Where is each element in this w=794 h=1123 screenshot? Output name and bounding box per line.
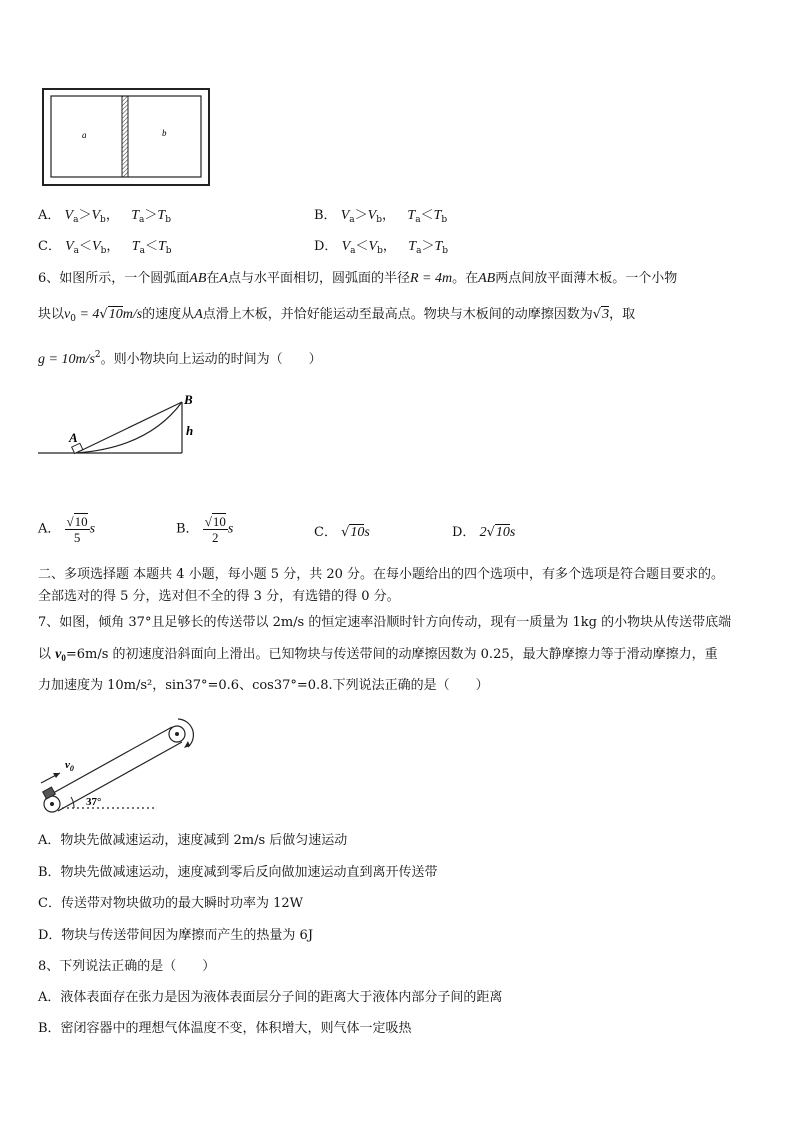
q6-incline-figure: [38, 390, 208, 460]
q6-stem-line2: 块以$v_0 = 4√10m/s$的速度从A点滑上木板，并恰好能运动至最高点。物块与木板间的动摩擦因数为√3，取: [38, 307, 636, 324]
q5-option-c: C． $V_a<V_b$， $T_a<T_b$: [38, 239, 172, 256]
q8-stem: 8、下列说法正确的是（ ）: [38, 959, 216, 974]
q7-option-c: C．传送带对物块做功的最大瞬时功率为 12W: [38, 896, 303, 911]
q7-stem-line2: 以 $v_0=6m/s$ 的初速度沿斜面向上滑出。已知物块与传送带间的动摩擦因数为 0.25，最大静摩擦力等于滑动摩擦力，重: [38, 647, 718, 663]
q5-option-b: B． $V_a>V_b$， $T_a<T_b$: [314, 208, 448, 225]
q6-height-label: h: [186, 423, 194, 438]
q6-stem-line1: 6、如图所示，一个圆弧面AB在A点与水平面相切，圆弧面的半径R = 4m。在AB两点间放平面薄木板。一个小物: [38, 271, 678, 286]
q5-option-a: A． $V_a>V_b$， $T_a>T_b$: [38, 208, 171, 225]
q6-option-b: B． $\frac{√10}{2}$ s: [176, 514, 234, 545]
chamber-label-a: a: [82, 130, 87, 140]
q6-option-d: D． 2√10s: [452, 525, 516, 540]
q6-option-c: C． √10s: [314, 525, 370, 540]
q8-option-b: B．密闭容器中的理想气体温度不变，体积增大，则气体一定吸热: [38, 1021, 412, 1036]
q7-stem-line3: 力加速度为 10m/s²，sin37°=0.6、cos37°=0.8.下列说法正确的是（ ）: [38, 678, 489, 693]
container-figure: [42, 88, 212, 188]
section2-instructions-line2: 全部选对的得 5 分，选对但不全的得 3 分，有选错的得 0 分。: [38, 589, 400, 604]
section2-instructions-line1: 二、多项选择题 本题共 4 小题，每小题 5 分，共 20 分。在每小题给出的四个选项中，有多个选项是符合题目要求的。: [38, 567, 725, 582]
q7-angle-label: 37°: [86, 796, 102, 808]
q7-conveyor-figure: [38, 713, 208, 818]
q6-option-a: A． $\frac{√10}{5}$ s: [38, 514, 96, 545]
q7-v0-label: $v_0$: [65, 759, 74, 773]
q7-option-d: D．物块与传送带间因为摩擦而产生的热量为 6J: [38, 928, 314, 943]
q6-point-a-label: A: [69, 430, 78, 445]
q6-stem-line3: $g = 10m/s^2$。则小物块向上运动的时间为（ ）: [38, 350, 322, 367]
q5-option-d: D． $V_a<V_b$， $T_a>T_b$: [314, 239, 449, 256]
q8-option-a: A．液体表面存在张力是因为液体表面层分子间的距离大于液体内部分子间的距离: [38, 990, 503, 1005]
q7-option-a: A．物块先做减速运动，速度减到 2m/s 后做匀速运动: [38, 833, 348, 848]
q6-point-b-label: B: [184, 392, 193, 407]
q7-option-b: B．物块先做减速运动，速度减到零后反向做加速运动直到离开传送带: [38, 865, 438, 880]
q7-stem-line1: 7、如图，倾角 37°且足够长的传送带以 2m/s 的恒定速率沿顺时针方向传动，现有一质量为 1kg 的小物块从传送带底端: [38, 615, 732, 630]
chamber-label-b: b: [162, 128, 167, 138]
